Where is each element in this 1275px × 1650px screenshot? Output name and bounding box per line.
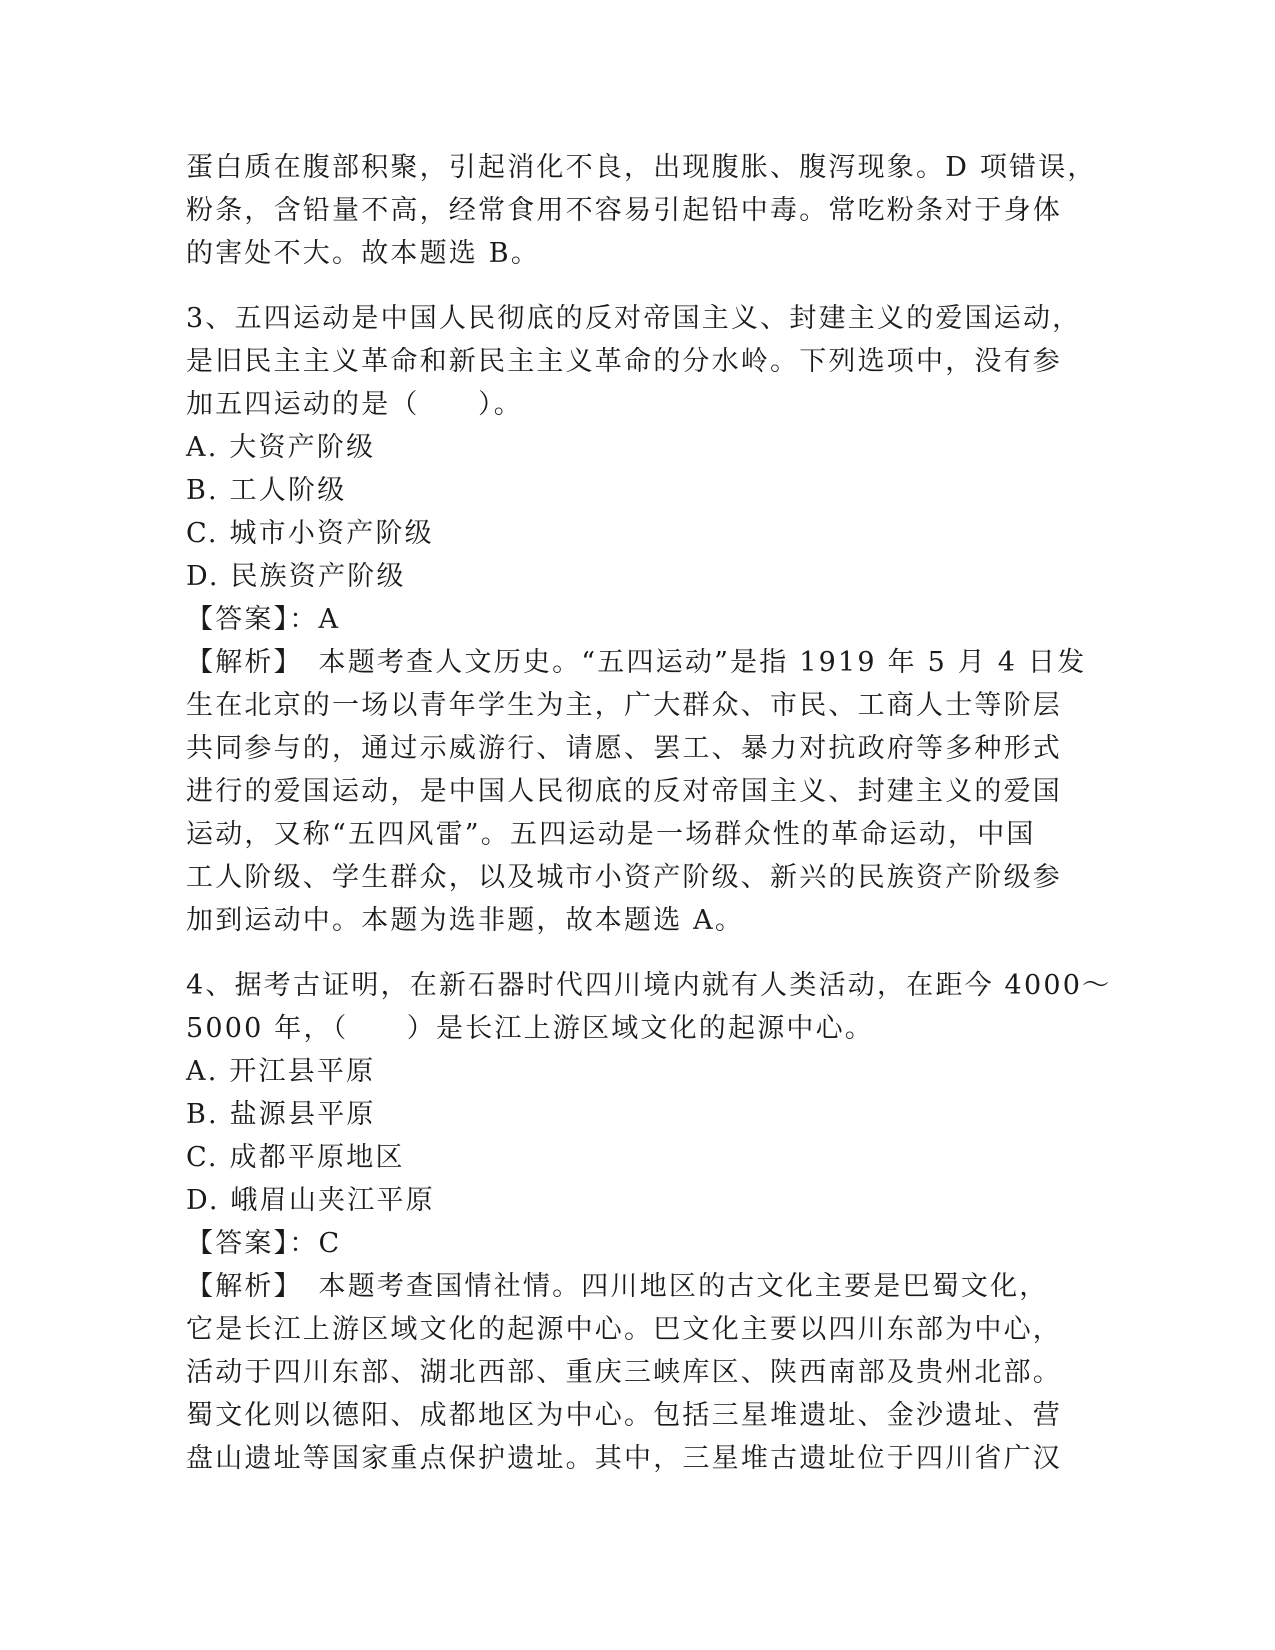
paragraph-gap xyxy=(186,942,1086,964)
question-3 xyxy=(186,297,1086,942)
text-line: 蛋白质在腹部积聚，引起消化不良，出现腹胀、腹泻现象。D 项错误， xyxy=(186,152,1097,183)
analysis-line: 【解析】 本题考查人文历史。“五四运动”是指 1919 年 5 月 4 日发 xyxy=(186,647,1087,678)
analysis-line: 生在北京的一场以青年学生为主，广大群众、市民、工商人士等阶层 xyxy=(186,690,1062,721)
question-stem-line: 5000 年，（ ）是长江上游区域文化的起源中心。 xyxy=(186,1013,874,1044)
analysis-line: 工人阶级、学生群众，以及城市小资产阶级、新兴的民族资产阶级参 xyxy=(186,862,1062,893)
analysis-line: 进行的爱国运动，是中国人民彻底的反对帝国主义、封建主义的爱国 xyxy=(186,776,1062,807)
analysis-line: 加到运动中。本题为选非题，故本题选 A。 xyxy=(186,905,745,936)
document-page xyxy=(186,146,1112,1480)
answer-line: 【答案】：C xyxy=(186,1228,342,1259)
question-stem-line: 4、据考古证明，在新石器时代四川境内就有人类活动，在距今 4000～ xyxy=(186,970,1112,1001)
analysis-line: 蜀文化则以德阳、成都地区为中心。包括三星堆遗址、金沙遗址、营 xyxy=(186,1400,1062,1431)
analysis-line: 盘山遗址等国家重点保护遗址。其中，三星堆古遗址位于四川省广汉 xyxy=(186,1443,1062,1474)
option-d: D. 民族资产阶级 xyxy=(186,561,406,592)
option-c: C. 城市小资产阶级 xyxy=(186,518,434,549)
previous-question-analysis-continuation xyxy=(186,146,1097,275)
text-line: 的害处不大。故本题选 B。 xyxy=(186,238,541,269)
answer-line: 【答案】：A xyxy=(186,604,341,635)
question-stem-line: 加五四运动的是（ ）。 xyxy=(186,389,523,420)
analysis-line: 运动，又称“五四风雷”。五四运动是一场群众性的革命运动，中国 xyxy=(186,819,1036,850)
analysis-line: 它是长江上游区域文化的起源中心。巴文化主要以四川东部为中心， xyxy=(186,1314,1062,1345)
question-stem-line: 3、五四运动是中国人民彻底的反对帝国主义、封建主义的爱国运动， xyxy=(186,303,1082,334)
option-a: A. 大资产阶级 xyxy=(186,432,376,463)
analysis-line: 【解析】 本题考查国情社情。四川地区的古文化主要是巴蜀文化， xyxy=(186,1271,1049,1302)
paragraph-gap xyxy=(186,275,1086,297)
analysis-line: 共同参与的，通过示威游行、请愿、罢工、暴力对抗政府等多种形式 xyxy=(186,733,1062,764)
option-b: B. 工人阶级 xyxy=(186,475,347,506)
option-c: C. 成都平原地区 xyxy=(186,1142,405,1173)
option-b: B. 盐源县平原 xyxy=(186,1099,376,1130)
text-line: 粉条，含铅量不高，经常食用不容易引起铅中毒。常吃粉条对于身体 xyxy=(186,195,1062,226)
option-a: A. 开江县平原 xyxy=(186,1056,376,1087)
question-4 xyxy=(186,964,1112,1480)
analysis-line: 活动于四川东部、湖北西部、重庆三峡库区、陕西南部及贵州北部。 xyxy=(186,1357,1062,1388)
question-stem-line: 是旧民主主义革命和新民主主义革命的分水岭。下列选项中，没有参 xyxy=(186,346,1062,377)
option-d: D. 峨眉山夹江平原 xyxy=(186,1185,435,1216)
